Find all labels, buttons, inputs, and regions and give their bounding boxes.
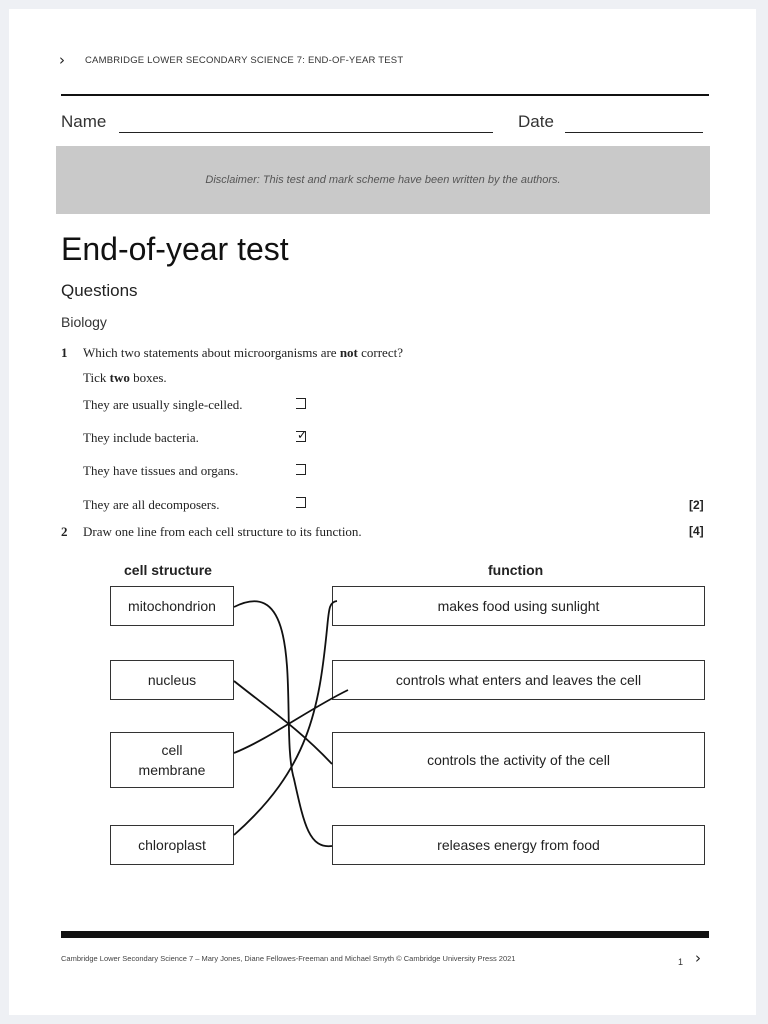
- page-title: End-of-year test: [61, 231, 289, 267]
- worksheet-page: [9, 9, 756, 1015]
- structure-box-chloroplast[interactable]: chloroplast: [110, 825, 234, 865]
- footer-rule: [61, 931, 709, 938]
- column-heading-cell-structure: cell structure: [124, 562, 212, 578]
- option-text: They are all decomposers.: [83, 497, 220, 512]
- function-box-makes-food[interactable]: makes food using sunlight: [332, 586, 705, 626]
- question-1-number: 1: [61, 345, 68, 360]
- page-subtitle: Questions: [61, 281, 138, 300]
- tick-icon: ✓: [297, 428, 308, 442]
- structure-box-mitochondrion[interactable]: mitochondrion: [110, 586, 234, 626]
- option-text: They have tissues and organs.: [83, 463, 239, 478]
- line-cell-membrane-controls-entry: [234, 690, 348, 753]
- question-2-text: Draw one line from each cell structure to its function.: [83, 524, 362, 539]
- function-box-controls-activity[interactable]: controls the activity of the cell: [332, 732, 705, 788]
- structure-box-cell-membrane[interactable]: cell membrane: [110, 732, 234, 788]
- line-chloroplast-makes-food: [234, 601, 337, 835]
- option-text: They include bacteria.: [83, 430, 199, 445]
- running-header: CAMBRIDGE LOWER SECONDARY SCIENCE 7: END-OF-YEAR TEST: [85, 55, 404, 66]
- structure-box-nucleus[interactable]: nucleus: [110, 660, 234, 700]
- disclaimer-text: Disclaimer: This test and mark scheme have been written by the authors.: [205, 174, 561, 186]
- chevron-right-icon: ›: [695, 949, 701, 967]
- column-heading-function: function: [488, 562, 544, 578]
- section-heading: Biology: [61, 314, 107, 330]
- line-mitochondrion-releases-energy: [234, 601, 332, 846]
- page-number: 1: [678, 957, 684, 967]
- chevron-right-icon: ›: [59, 51, 65, 69]
- footer-credit: Cambridge Lower Secondary Science 7 – Mary Jones, Diane Fellowes-Freeman and Michael Smyth © Cambridge University Press 2021: [61, 954, 516, 963]
- question-1-instruction: Tick two boxes.: [83, 370, 167, 385]
- question-2-marks: [4]: [689, 524, 704, 538]
- function-box-releases-energy[interactable]: releases energy from food: [332, 825, 705, 865]
- matching-lines: [9, 9, 756, 1015]
- question-1-text: Which two statements about microorganisms are not correct?: [83, 345, 403, 360]
- question-2-number: 2: [61, 524, 68, 539]
- name-label: Name: [61, 112, 107, 131]
- option-text: They are usually single-celled.: [83, 397, 243, 412]
- question-1-marks: [2]: [689, 498, 704, 512]
- function-box-controls-entry[interactable]: controls what enters and leaves the cell: [332, 660, 705, 700]
- date-label: Date: [518, 112, 554, 131]
